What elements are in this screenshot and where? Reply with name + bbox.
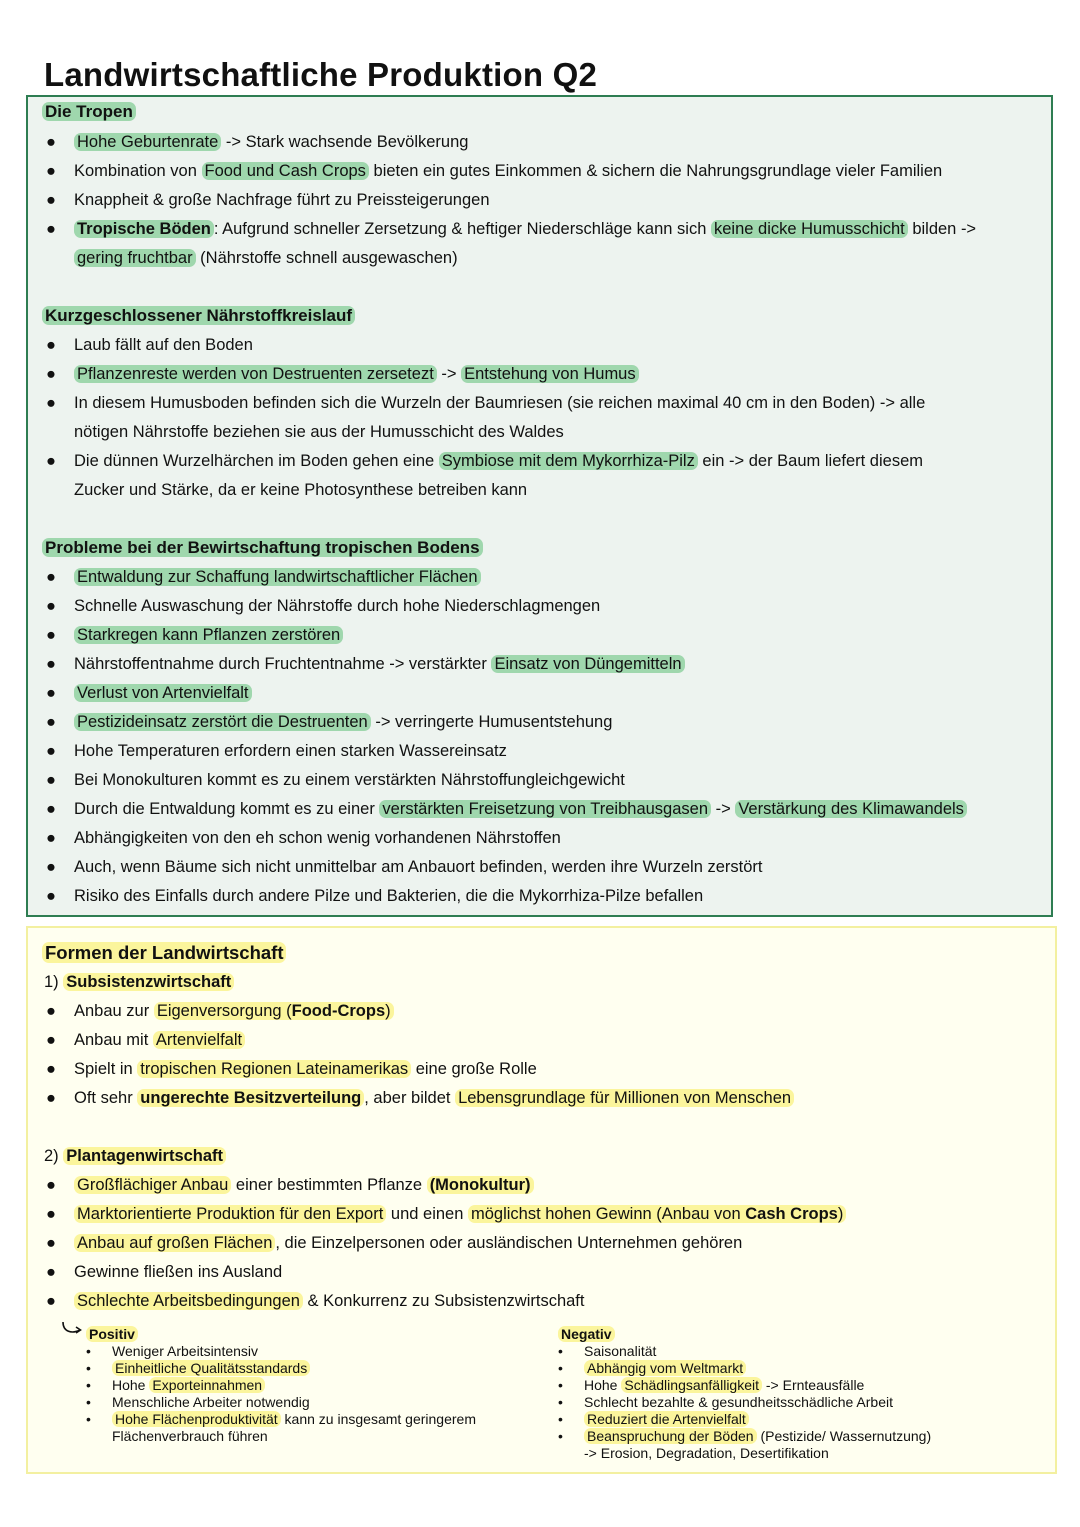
curved-arrow-icon	[60, 1320, 84, 1338]
heading-probleme: Probleme bei der Bewirtschaftung tropischen Bodens	[42, 538, 483, 558]
subheading-subsistenz: 1) Subsistenzwirtschaft	[44, 973, 234, 992]
list-item: • Einheitliche Qualitätsstandards	[86, 1360, 476, 1377]
positiv-heading: Positiv	[86, 1326, 476, 1343]
heading-formen: Formen der Landwirtschaft	[42, 942, 286, 964]
negativ-column	[558, 1326, 931, 1462]
list-item: • Saisonalität	[558, 1343, 657, 1359]
negativ-heading: Negativ	[558, 1326, 931, 1343]
page-title: Landwirtschaftliche Produktion Q2	[44, 56, 598, 93]
list-item: • Schlecht bezahlte & gesundheitsschädliche Arbeit	[558, 1394, 893, 1410]
heading-tropen: Die Tropen	[42, 102, 136, 122]
list-item: • Hohe Schädlingsanfälligkeit -> Ernteausfälle	[558, 1377, 865, 1393]
list-item: • Hohe Flächenproduktivität kann zu insgesamt geringerem	[86, 1411, 476, 1427]
list-item-continuation: Flächenverbrauch führen	[112, 1428, 268, 1444]
list-item: • Hohe Exporteinnahmen	[86, 1377, 476, 1394]
heading-kreislauf: Kurzgeschlossener Nährstoffkreislauf	[42, 306, 355, 326]
positiv-column	[86, 1326, 476, 1445]
list-item-continuation: -> Erosion, Degradation, Desertifikation	[584, 1445, 829, 1461]
list-item: • Menschliche Arbeiter notwendig	[86, 1394, 310, 1410]
list-item: • Reduziert die Artenvielfalt	[558, 1411, 931, 1428]
list-item: • Beanspruchung der Böden (Pestizide/ Wassernutzung)	[558, 1428, 932, 1444]
list-item: • Weniger Arbeitsintensiv	[86, 1343, 259, 1359]
subheading-plantagen: 2) Plantagenwirtschaft	[44, 1147, 226, 1166]
list-item: • Abhängig vom Weltmarkt	[558, 1360, 931, 1377]
